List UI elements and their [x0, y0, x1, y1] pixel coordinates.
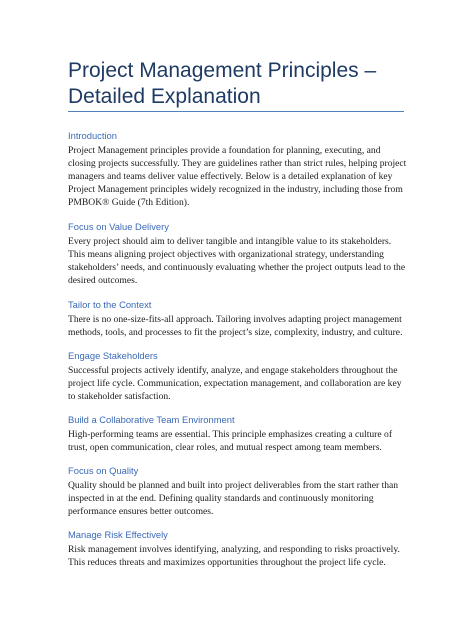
section-heading: Tailor to the Context: [68, 299, 152, 310]
section-heading: Focus on Value Delivery: [68, 221, 169, 232]
section-focus-on-quality: [68, 465, 408, 518]
section-paragraph: Successful projects actively identify, analyze, and engage stakeholders throughout the project life cycle. Communication, expectation management, and collaboration are key to stakeholder satisfaction.: [68, 365, 402, 402]
section-heading: Build a Collaborative Team Environment: [68, 414, 235, 425]
section-paragraph: Risk management involves identifying, analyzing, and responding to risks proactively. This reduces threats and maximizes opportunities throughout the project life cycle.: [68, 544, 400, 568]
section-paragraph: Project Management principles provide a foundation for planning, executing, and closing projects successfully. They are guidelines rather than strict rules, helping project managers and teams deliver value effectively. Below is a detailed explanation of key Project Management principles widely recognized in the industry, including those from PMBOK® Guide (7th Edition).: [68, 145, 407, 208]
section-engage-stakeholders: [68, 350, 408, 403]
section-heading: Focus on Quality: [68, 465, 139, 476]
title-underline: [68, 111, 404, 112]
section-paragraph: Quality should be planned and built into project deliverables from the start rather than inspected in at the end. Defining quality standards and continuously monitoring performance ensures better outcomes.: [68, 480, 399, 517]
section-introduction: [68, 130, 408, 209]
section-heading: Manage Risk Effectively: [68, 529, 168, 540]
section-tailor-to-the-context: [68, 299, 408, 339]
section-build-a-collaborative-team-environment: [68, 414, 408, 454]
section-paragraph: High-performing teams are essential. This principle emphasizes creating a culture of trust, open communication, clear roles, and mutual respect among team members.: [68, 429, 393, 453]
section-heading: Engage Stakeholders: [68, 350, 158, 361]
section-focus-on-value-delivery: [68, 221, 408, 287]
section-paragraph: There is no one-size-fits-all approach. Tailoring involves adapting project management methods, tools, and processes to fit the project’s size, complexity, industry, and culture.: [68, 314, 403, 338]
section-heading: Introduction: [68, 130, 117, 141]
section-manage-risk-effectively: [68, 529, 408, 569]
section-paragraph: Every project should aim to deliver tangible and intangible value to its stakeholders. This means aligning project objectives with organizational strategy, understanding stakeholders’ needs, and continuously evaluating whether the project outputs lead to the desired outcomes.: [68, 236, 406, 286]
document-body: [68, 130, 408, 569]
page-title: Project Management Principles – Detailed Explanation: [68, 59, 377, 108]
